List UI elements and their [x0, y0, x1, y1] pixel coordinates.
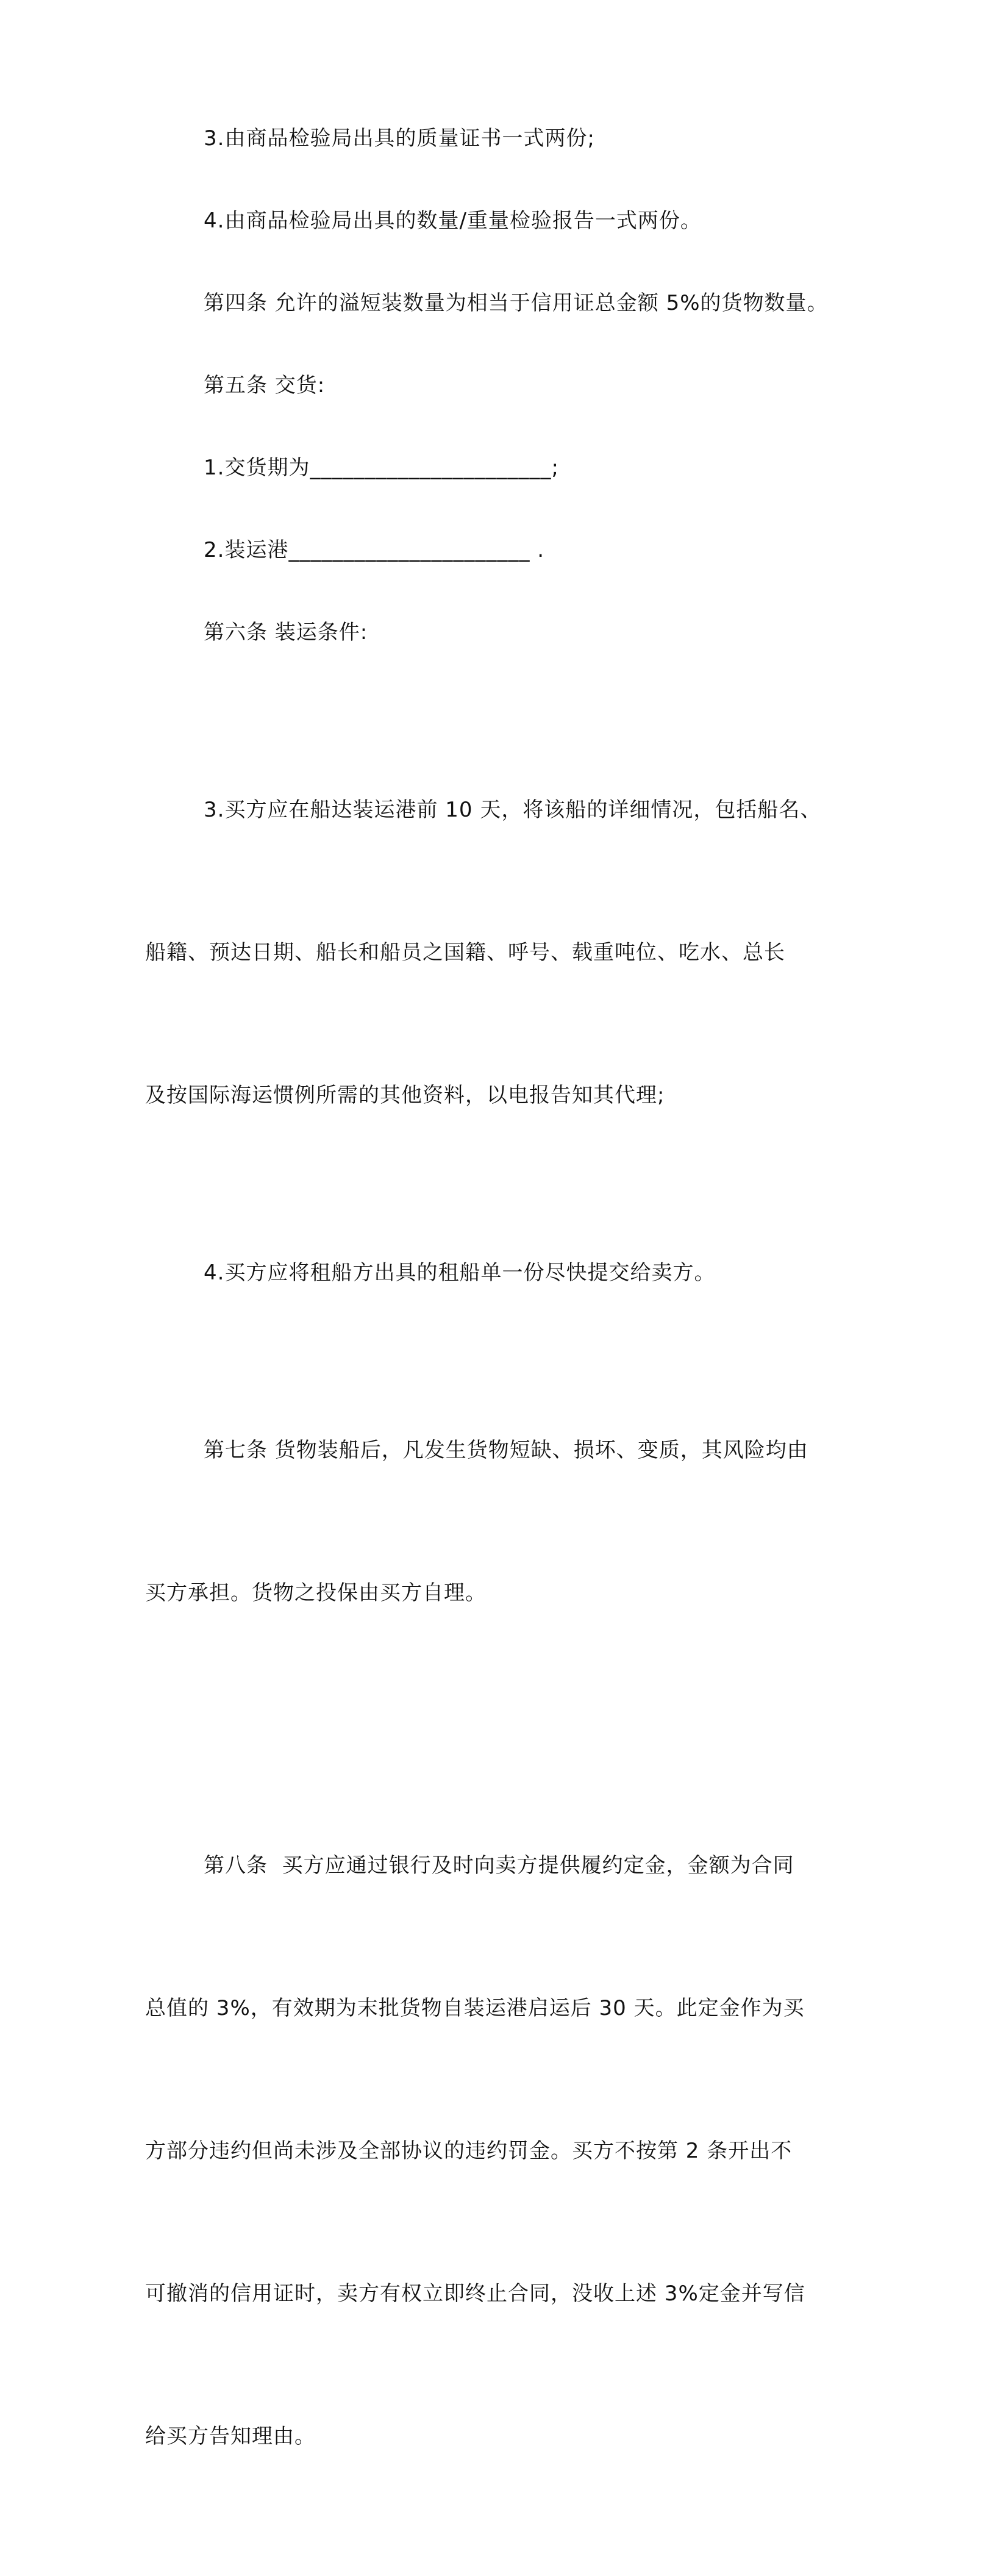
article-5-heading: 第五条 交货:	[204, 373, 326, 398]
loading-port-label: 2.装运港	[204, 538, 289, 562]
text-line: 买方承担。货物之投保由买方自理。	[145, 1581, 487, 1605]
delivery-period-label: 1.交货期为	[204, 456, 310, 480]
delivery-period-suffix: ;	[551, 456, 559, 480]
clause-4-quantity-report: 4.由商品检验局出具的数量/重量检验报告一式两份。	[204, 209, 702, 233]
text-line: 总值的 3%，有效期为末批货物自装运港启运后 30 天。此定金作为买	[145, 1996, 805, 2020]
clause-3-vessel-details	[145, 691, 865, 1214]
delivery-period-line	[145, 444, 865, 492]
loading-port-line	[145, 526, 865, 574]
delivery-period-blank: ______________________	[310, 456, 552, 480]
text-line: 3.买方应在船达装运港前 10 天，将该船的详细情况，包括船名、	[204, 798, 822, 822]
article-6-heading: 第六条 装运条件:	[204, 620, 368, 645]
text-line: 方部分违约但尚未涉及全部协议的违约罚金。买方不按第 2 条开出不	[145, 2139, 793, 2163]
loading-port-suffix: .	[530, 538, 545, 562]
text-line: 给买方告知理由。	[145, 2424, 316, 2449]
clause-3-quality-certificate: 3.由商品检验局出具的质量证书一式两份;	[204, 126, 595, 151]
text-line: 可撤消的信用证时，卖方有权立即终止合同，没收上述 3%定金并写信	[145, 2281, 805, 2306]
text-line: 及按国际海运惯例所需的其他资料，以电报告知其代理;	[145, 1083, 665, 1107]
loading-port-blank: ______________________	[288, 538, 530, 562]
article-8-deposit	[145, 1747, 865, 2555]
article-4-tolerance: 第四条 允许的溢短装数量为相当于信用证总金额 5%的货物数量。	[204, 291, 829, 315]
contract-body	[145, 115, 865, 2576]
article-7-risk	[145, 1331, 865, 1712]
text-line: 第八条 买方应通过银行及时向卖方提供履约定金，金额为合同	[204, 1853, 794, 1878]
text-line: 第七条 货物装船后，凡发生货物短缺、损坏、变质，其风险均由	[204, 1438, 808, 1462]
text-line: 船籍、预达日期、船长和船员之国籍、呼号、载重吨位、吃水、总长	[145, 940, 785, 965]
clause-4-charter-party: 4.买方应将租船方出具的租船单一份尽快提交给卖方。	[204, 1261, 716, 1285]
